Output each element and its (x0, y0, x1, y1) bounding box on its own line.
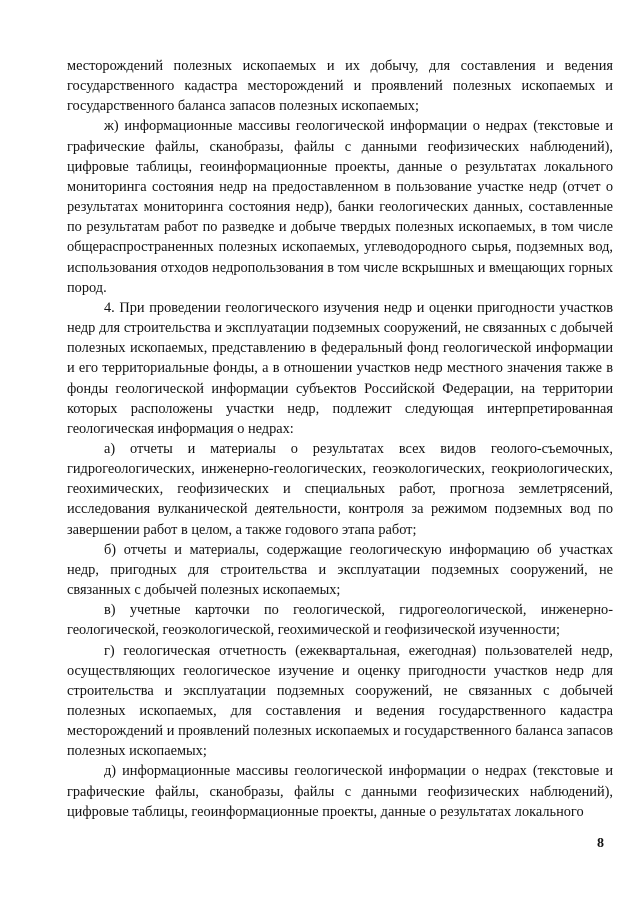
paragraph-item-g: г) геологическая отчетность (ежеквартальная, ежегодная) пользователей недр, осуществляющих геологическое изучение и оценку пригодности участков недр для строительства и эксплуатации подземных сооружений, не связанных с добычей полезных ископаемых, для составления и ведения государственного кадастра месторождений и проявлений полезных ископаемых и государственного баланса запасов полезных ископаемых; (67, 642, 613, 760)
paragraph-clause-4: 4. При проведении геологического изучения недр и оценки пригодности участков недр для строительства и эксплуатации подземных сооружений, не связанных с добычей полезных ископаемых, представлению в федеральный фонд геологической информации и его территориальные фонды, а в отношении участков недр местного значения также в фонды геологической информации субъектов Российской Федерации, на территории которых расположены участки недр, подлежит следующая интерпретированная геологическая информация о недрах: (67, 299, 613, 437)
paragraph-item-zh: ж) информационные массивы геологической информации о недрах (текстовые и графические файлы, сканобразы, файлы с данными геофизических наблюдений), цифровые таблицы, геоинформационные проекты, данные о результатах локального мониторинга состояния недр на предоставленном в пользование участке недр (отчет о результатах мониторинга состояния недр), банки геологических данных, составленные по результатам работ по разведке и добыче твердых полезных ископаемых, в том числе общераспространенных полезных ископаемых, углеводородного сырья, подземных вод, использования отходов недропользования в том числе вскрышных и вмещающих горных пород. (67, 118, 613, 296)
document-body (67, 56, 613, 822)
page-number: 8 (597, 836, 604, 851)
paragraph-item-v: в) учетные карточки по геологической, гидрогеологической, инженерно-геологической, геоэкологической, геохимической и геофизической изученности; (67, 602, 613, 639)
paragraph-item-d: д) информационные массивы геологической информации о недрах (текстовые и графические файлы, сканобразы, файлы с данными геофизических наблюдений), цифровые таблицы, геоинформационные проекты, данные о результатах локального (67, 763, 613, 820)
paragraph-item-a: а) отчеты и материалы о результатах всех видов геолого-съемочных, гидрогеологических, инженерно-геологических, геоэкологических, геокриологических, геохимических, геофизических и специальных работ, прогноза землетрясений, исследования вулканической деятельности, контроля за режимом подземных вод по завершении работ в целом, а также годового этапа работ; (67, 440, 613, 538)
paragraph-item-b: б) отчеты и материалы, содержащие геологическую информацию об участках недр, пригодных для строительства и эксплуатации подземных сооружений, не связанных с добычей полезных ископаемых; (67, 541, 613, 599)
paragraph-continuation: месторождений полезных ископаемых и их добычу, для составления и ведения государственного кадастра месторождений и проявлений полезных ископаемых и государственного баланса запасов полезных ископаемых; (67, 58, 613, 115)
